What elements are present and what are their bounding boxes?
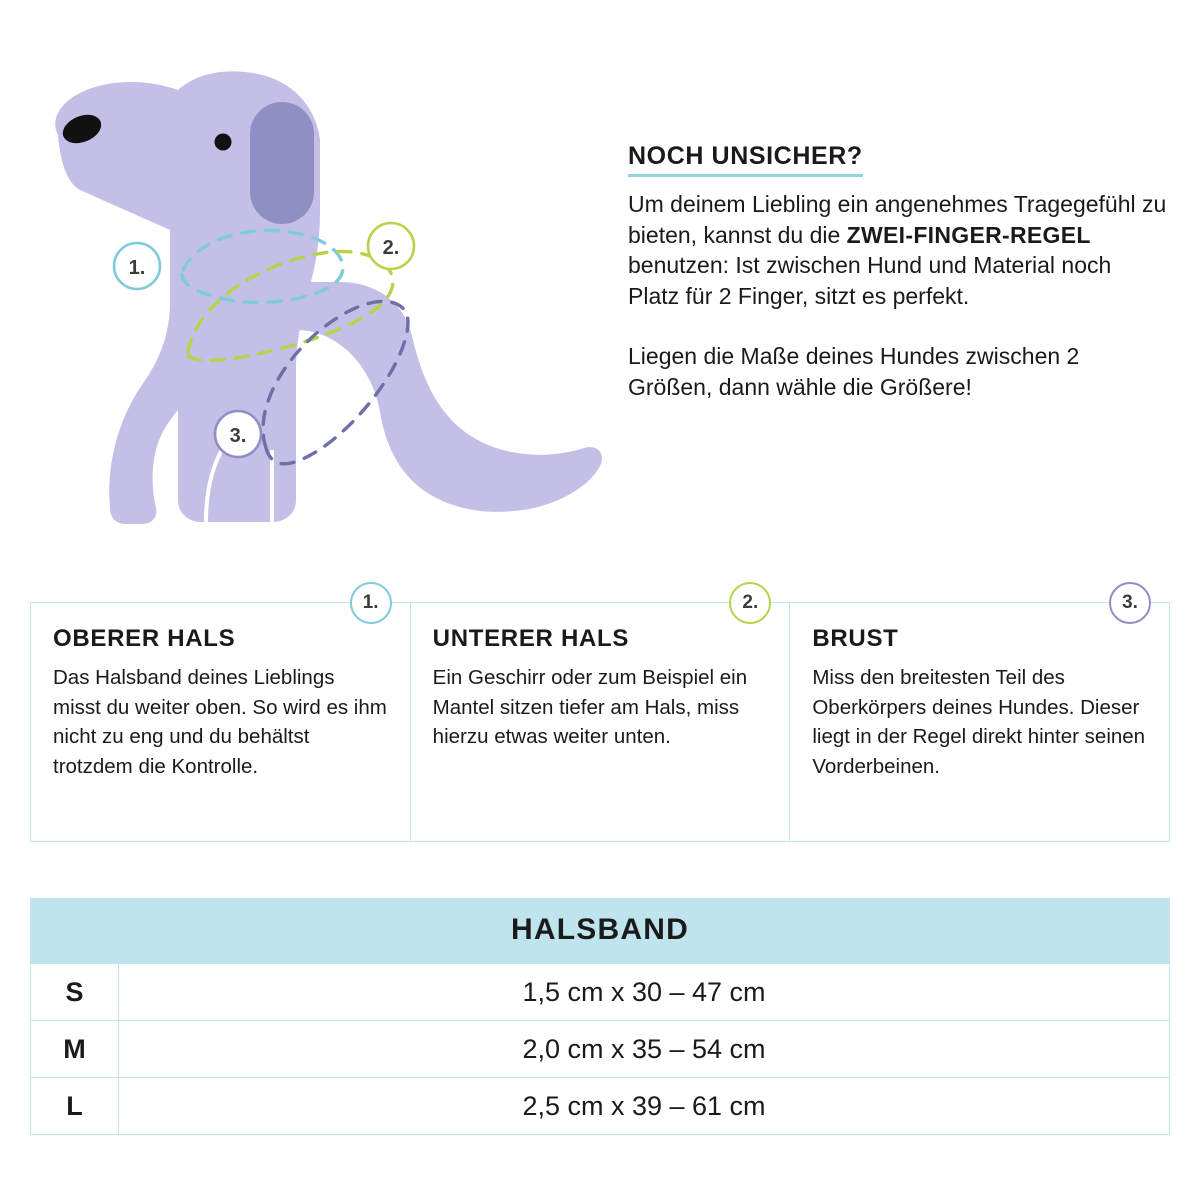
card-lower-neck: [411, 592, 791, 842]
card-title-lower-neck: UNTERER HALS: [432, 625, 630, 652]
card-chest: [790, 592, 1170, 842]
card-title-upper-neck: OBERER HALS: [53, 625, 236, 652]
card-text-upper-neck: Das Halsband deines Lieblings misst du weiter oben. So wird es ihm nicht zu eng und du behältst trotzdem die Kontrolle.: [53, 666, 387, 779]
dog-illustration: [20, 30, 620, 550]
dog-eye: [215, 134, 232, 151]
dog-svg: [20, 30, 620, 550]
info-para1-bold: ZWEI-FINGER-REGEL: [846, 221, 1091, 248]
info-heading: NOCH UNSICHER?: [628, 142, 863, 177]
info-paragraph-2: Liegen die Maße deines Hundes zwischen 2 Größen, dann wähle die Größere!: [628, 343, 1080, 400]
top-section: [0, 0, 1200, 580]
size-label-l: L: [31, 1078, 119, 1134]
card-text-lower-neck: Ein Geschirr oder zum Beispiel ein Mantel sitzen tiefer am Hals, miss hierzu etwas weiter unten.: [432, 666, 748, 749]
table-row: [31, 1020, 1169, 1077]
size-label-s: S: [31, 964, 119, 1020]
card-text-chest: Miss den breitesten Teil des Oberkörpers deines Hundes. Dieser liegt in der Regel direkt hinter seinen Vorderbeinen.: [812, 666, 1146, 779]
size-value-l: 2,5 cm x 39 – 61 cm: [522, 1090, 766, 1121]
info-para1-part-a: Um deinem Liebling ein angenehmes Tragegefühl zu bieten, kannst du die: [628, 191, 1167, 248]
dog-body-shape: [55, 71, 602, 524]
diagram-marker-1-label: 1.: [128, 257, 146, 279]
card-badge-1: 1.: [350, 582, 392, 624]
card-upper-neck: [30, 592, 411, 842]
diagram-marker-3: [215, 411, 261, 457]
dog-ear: [250, 102, 314, 224]
description-cards: [30, 592, 1170, 842]
diagram-marker-2-label: 2.: [382, 237, 400, 259]
card-title-chest: BRUST: [812, 625, 899, 652]
size-value-m: 2,0 cm x 35 – 54 cm: [522, 1033, 766, 1064]
card-badge-2: 2.: [729, 582, 771, 624]
card-badge-3: 3.: [1109, 582, 1151, 624]
info-para1-part-b: benutzen: Ist zwischen Hund und Material noch Platz für 2 Finger, sitzt es perfekt.: [628, 252, 1112, 309]
size-value-s: 1,5 cm x 30 – 47 cm: [522, 976, 766, 1007]
diagram-marker-3-label: 3.: [229, 425, 247, 447]
size-table: [30, 898, 1170, 1135]
diagram-marker-2: [368, 223, 414, 269]
info-block: [628, 142, 1168, 402]
size-table-header: HALSBAND: [31, 899, 1169, 963]
info-paragraph-1: [628, 189, 1168, 311]
table-row: [31, 963, 1169, 1020]
table-row: [31, 1077, 1169, 1134]
diagram-marker-1: [114, 243, 160, 289]
size-label-m: M: [31, 1021, 119, 1077]
